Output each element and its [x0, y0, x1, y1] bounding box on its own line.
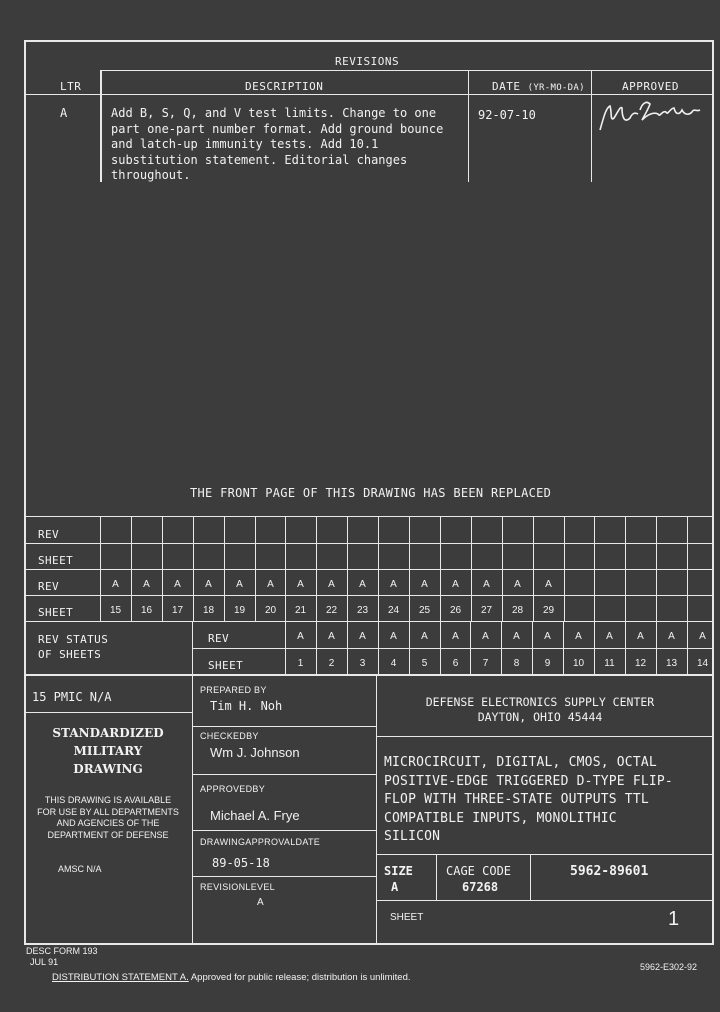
grid-rev-cell: A: [699, 631, 706, 642]
size-value: A: [391, 880, 399, 894]
grid-rev-cell: A: [575, 631, 582, 642]
drawing-number: 5962-89601: [570, 864, 649, 879]
cage-code: 67268: [462, 880, 499, 894]
header-description: DESCRIPTION: [245, 80, 324, 93]
sheet-number: 1: [668, 908, 680, 930]
grid-sheet-cell: 14: [696, 658, 709, 669]
grid-rev-cell: A: [267, 579, 274, 590]
grid-sheet-cell: 15: [109, 605, 122, 616]
grid-sheet-cell: 22: [325, 605, 338, 616]
desc-form: DESC FORM 193 JUL 91: [26, 946, 98, 967]
approved-by-label: APPROVEDBY: [200, 784, 266, 794]
grid-rev-cell: A: [236, 579, 243, 590]
revision-date: 92-07-10: [478, 108, 536, 122]
header-date: DATE (YR-MO-DA): [492, 80, 585, 93]
grid-sheet-cell: 9: [544, 658, 551, 669]
grid-rev-cell: A: [112, 579, 119, 590]
grid-sheet-cell: 10: [572, 658, 585, 669]
grid-sheet-cell: 4: [390, 658, 397, 669]
grid-rev-cell: A: [452, 631, 459, 642]
standardized-military-drawing: STANDARDIZED MILITARY DRAWING: [52, 726, 164, 776]
grid-rev-cell: A: [328, 631, 335, 642]
approval-signature: [596, 98, 706, 138]
approval-date-label: DRAWINGAPPROVALDATE: [200, 837, 321, 847]
grid-rev-cell: A: [513, 631, 520, 642]
grid-rev-label-2: REV: [38, 580, 60, 593]
grid-sheet-cell: 1: [297, 658, 304, 669]
grid-rev-cell: A: [359, 631, 366, 642]
grid-rev-cell: A: [482, 631, 489, 642]
grid-sheet-cell: 12: [634, 658, 647, 669]
prepared-by: Tim H. Noh: [210, 699, 283, 713]
header-approved: APPROVED: [622, 80, 679, 93]
grid-rev-cell: A: [359, 579, 366, 590]
frame-bottom: [24, 943, 714, 945]
prepared-by-label: PREPARED BY: [200, 685, 267, 695]
grid-rev-cell: A: [297, 631, 304, 642]
grid-sheet-cell: 29: [542, 605, 555, 616]
grid-rev-label-1: REV: [38, 528, 60, 541]
frame-right: [712, 40, 714, 944]
revisions-title: REVISIONS: [335, 55, 400, 68]
grid-sheet-cell: 20: [264, 605, 277, 616]
replacement-notice: THE FRONT PAGE OF THIS DRAWING HAS BEEN REPLACED: [190, 486, 552, 500]
grid-sheet-label-2: SHEET: [38, 606, 74, 619]
availability-note: THIS DRAWING IS AVAILABLE FOR USE BY ALL DEPARTMENTS AND AGENCIES OF THE DEPARTMENT OF DEFENSE: [37, 795, 179, 840]
grid-rev-cell: A: [390, 579, 397, 590]
grid-rev-cell: A: [606, 631, 613, 642]
approval-date: 89-05-18: [212, 856, 270, 870]
grid-rev-cell: A: [205, 579, 212, 590]
grid-rev-cell: A: [637, 631, 644, 642]
grid-sheet-cell: 26: [449, 605, 462, 616]
grid-rev-cell: A: [452, 579, 459, 590]
pmic-note: 15 PMIC N/A: [32, 690, 112, 704]
checked-by-label: CHECKEDBY: [200, 731, 259, 741]
size-label: SIZE: [384, 864, 413, 878]
grid-sheet-label-3: SHEET: [208, 659, 244, 672]
grid-sheet-cell: 8: [513, 658, 520, 669]
grid-sheet-cell: 21: [294, 605, 307, 616]
grid-rev-cell: A: [421, 579, 428, 590]
sheet-label: SHEET: [390, 912, 424, 923]
grid-rev-cell: A: [668, 631, 675, 642]
revision-level: A: [257, 897, 264, 908]
approved-by: Michael A. Frye: [210, 808, 300, 823]
grid-sheet-cell: 11: [604, 658, 615, 669]
grid-rev-cell: A: [421, 631, 428, 642]
grid-sheet-cell: 2: [328, 658, 335, 669]
grid-sheet-cell: 24: [387, 605, 400, 616]
header-ltr: LTR: [60, 80, 82, 93]
grid-rev-cell: A: [544, 631, 551, 642]
distribution-statement: DISTRIBUTION STATEMENT A. Approved for public release; distribution is unlimited.: [52, 972, 411, 983]
amsc-note: AMSC N/A: [58, 864, 102, 874]
grid-sheet-cell: 19: [233, 605, 246, 616]
grid-sheet-cell: 6: [452, 658, 459, 669]
drawing-title: MICROCIRCUIT, DIGITAL, CMOS, OCTAL POSITIVE-EDGE TRIGGERED D-TYPE FLIP- FLOP WITH THREE-STATE OUTPUTS TTL COMPATIBLE INPUTS, MONOLITHIC SILICON: [384, 755, 673, 844]
grid-rev-cell: A: [174, 579, 181, 590]
agency-name: DEFENSE ELECTRONICS SUPPLY CENTER DAYTON, OHIO 45444: [425, 695, 655, 724]
revision-ltr: A: [60, 106, 68, 120]
grid-rev-cell: A: [545, 579, 552, 590]
footer-code: 5962-E302-92: [640, 962, 698, 972]
grid-sheet-cell: 7: [482, 658, 489, 669]
grid-sheet-cell: 23: [356, 605, 369, 616]
grid-sheet-cell: 3: [359, 658, 366, 669]
cage-code-label: CAGE CODE: [446, 864, 512, 878]
grid-sheet-cell: 5: [421, 658, 428, 669]
checked-by: Wm J. Johnson: [210, 745, 300, 760]
grid-rev-cell: A: [328, 579, 335, 590]
grid-sheet-cell: 16: [140, 605, 153, 616]
grid-rev-cell: A: [297, 579, 304, 590]
grid-sheet-cell: 27: [480, 605, 493, 616]
grid-rev-label-3: REV: [208, 632, 230, 645]
grid-sheet-cell: 13: [665, 658, 678, 669]
revision-level-label: REVISIONLEVEL: [200, 882, 275, 892]
revision-description: Add B, S, Q, and V test limits. Change to one part one-part number format. Add ground bounce and latch-up immunity tests. Add 10.1 substitution statement. Editorial changes throughout.: [111, 106, 444, 182]
grid-sheet-cell: 18: [202, 605, 215, 616]
grid-sheet-cell: 28: [511, 605, 524, 616]
grid-rev-cell: A: [483, 579, 490, 590]
grid-sheet-cell: 17: [171, 605, 184, 616]
frame-top: [24, 40, 714, 42]
rev-status-label: REV STATUS OF SHEETS: [38, 633, 109, 661]
grid-sheet-cell: 25: [418, 605, 431, 616]
frame-left: [24, 40, 26, 944]
grid-rev-cell: A: [390, 631, 397, 642]
grid-sheet-label-1: SHEET: [38, 554, 74, 567]
grid-rev-cell: A: [514, 579, 521, 590]
grid-rev-cell: A: [143, 579, 150, 590]
